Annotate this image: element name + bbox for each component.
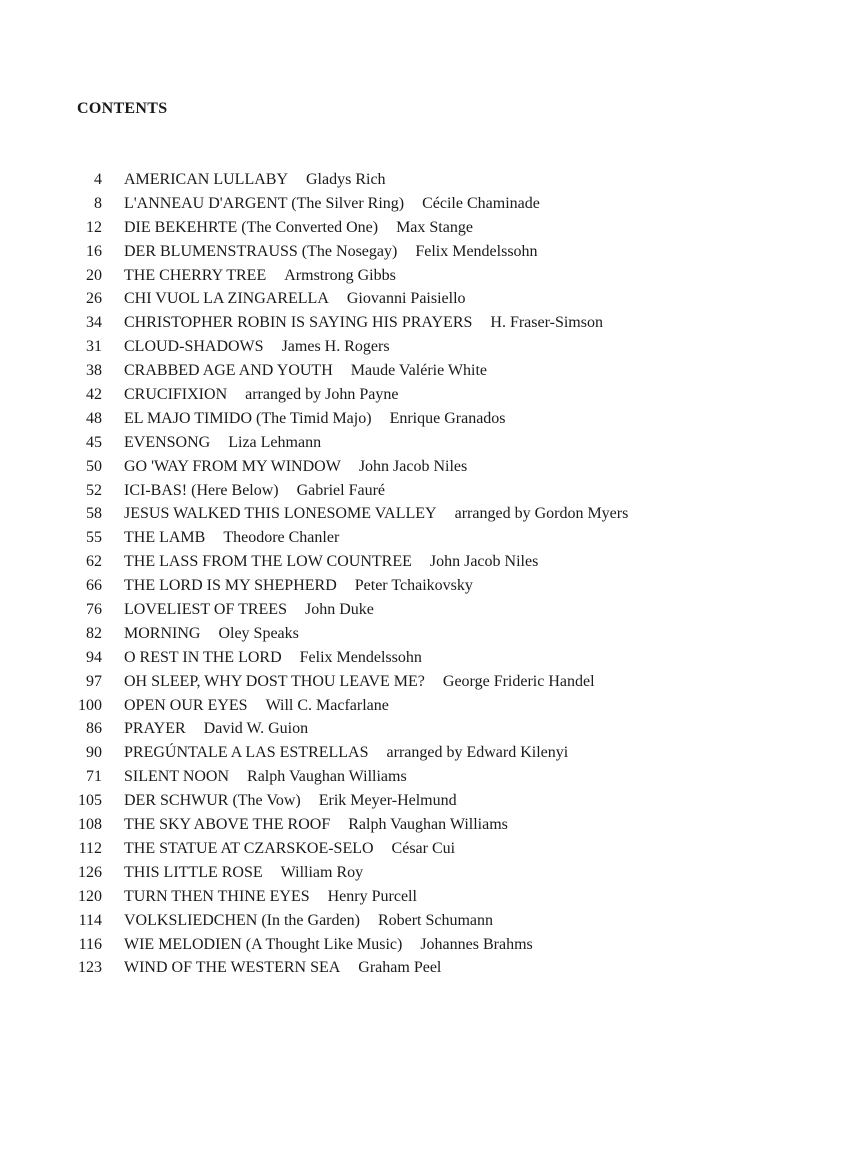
composer-name: Oley Speaks	[218, 624, 299, 642]
composer-name: John Jacob Niles	[429, 553, 539, 571]
entry-text	[124, 502, 628, 526]
song-title: AMERICAN LULLABY	[124, 171, 288, 188]
entry-text	[124, 765, 407, 789]
entry-text	[124, 240, 538, 264]
entry-text	[124, 789, 457, 813]
composer-name: Erik Meyer-Helmund	[318, 792, 457, 810]
song-title: OH SLEEP, WHY DOST THOU LEAVE ME?	[124, 672, 425, 690]
composer-name: Johannes Brahms	[420, 935, 533, 953]
entry-text	[124, 813, 508, 837]
song-title: THE LAMB	[124, 529, 206, 547]
composer-name: arranged by Edward Kilenyi	[386, 744, 569, 762]
entry-text	[124, 192, 540, 216]
page-number: 50	[86, 457, 102, 475]
page-title: CONTENTS	[77, 100, 168, 117]
entry-text	[124, 837, 455, 861]
page-number: 66	[86, 577, 102, 595]
contents-entry	[0, 789, 864, 813]
song-title: TURN THEN THINE EYES	[124, 887, 310, 905]
song-title: CHRISTOPHER ROBIN IS SAYING HIS PRAYERS	[124, 314, 473, 332]
page-number: 76	[86, 601, 102, 619]
contents-entry	[0, 574, 864, 598]
composer-name: arranged by John Payne	[245, 386, 399, 404]
composer-name: Henry Purcell	[327, 887, 417, 905]
song-title: THE SKY ABOVE THE ROOF	[124, 816, 331, 834]
contents-entry	[0, 909, 864, 933]
page-number: 52	[86, 481, 102, 499]
contents-entry	[0, 502, 864, 526]
page-number: 48	[86, 409, 102, 427]
song-title: DER SCHWUR (The Vow)	[124, 792, 301, 810]
composer-name: Theodore Chanler	[223, 529, 340, 547]
song-title: MORNING	[124, 624, 201, 642]
page-number: 97	[86, 672, 102, 690]
song-title: THE CHERRY TREE	[124, 266, 267, 284]
contents-entry	[0, 216, 864, 240]
page-number: 126	[78, 863, 102, 881]
page-number: 34	[86, 314, 102, 332]
composer-name: John Jacob Niles	[358, 457, 468, 475]
composer-name: Ralph Vaughan Williams	[247, 768, 407, 786]
composer-name: Gabriel Fauré	[296, 481, 386, 499]
page-number: 114	[78, 911, 102, 929]
contents-entry	[0, 670, 864, 694]
entry-text	[124, 956, 441, 980]
page-number: 120	[78, 887, 102, 905]
page-number: 90	[86, 744, 102, 762]
song-title: CLOUD-SHADOWS	[124, 338, 264, 356]
entry-text	[124, 550, 538, 574]
composer-name: H. Fraser-Simson	[490, 314, 603, 332]
entry-text	[124, 933, 533, 957]
song-title: CRUCIFIXION	[124, 386, 228, 404]
entry-text	[124, 622, 299, 646]
page-number: 105	[78, 792, 102, 810]
contents-list	[0, 168, 864, 980]
composer-name: Felix Mendelssohn	[415, 242, 538, 260]
entry-text	[124, 694, 389, 718]
composer-name: arranged by Gordon Myers	[454, 505, 629, 523]
entry-text	[124, 431, 321, 455]
composer-name: Armstrong Gibbs	[284, 266, 396, 284]
page-number: 71	[86, 768, 102, 786]
contents-entry	[0, 622, 864, 646]
song-title: WIE MELODIEN (A Thought Like Music)	[124, 935, 403, 953]
song-title: LOVELIEST OF TREES	[124, 601, 287, 619]
entry-text	[124, 479, 385, 503]
contents-entry	[0, 598, 864, 622]
song-title: SILENT NOON	[124, 768, 230, 786]
contents-entry	[0, 431, 864, 455]
composer-name: David W. Guion	[203, 720, 309, 738]
composer-name: Ralph Vaughan Williams	[348, 816, 508, 834]
entry-text	[124, 574, 473, 598]
song-title: EL MAJO TIMIDO (The Timid Majo)	[124, 409, 372, 427]
contents-entry	[0, 956, 864, 980]
contents-entry	[0, 837, 864, 861]
song-title: O REST IN THE LORD	[124, 648, 282, 666]
entry-text	[124, 526, 339, 550]
song-title: THE LASS FROM THE LOW COUNTREE	[124, 553, 412, 571]
song-title: CHI VUOL LA ZINGARELLA	[124, 290, 329, 308]
contents-entry	[0, 383, 864, 407]
contents-entry	[0, 526, 864, 550]
page-number: 38	[86, 362, 102, 380]
entry-text	[124, 287, 466, 311]
entry-text	[124, 216, 473, 240]
contents-entry	[0, 192, 864, 216]
contents-entry	[0, 240, 864, 264]
contents-entry	[0, 550, 864, 574]
composer-name: Giovanni Paisiello	[346, 290, 466, 308]
song-title: PREGÚNTALE A LAS ESTRELLAS	[124, 744, 369, 762]
composer-name: William Roy	[280, 863, 364, 881]
page-number: 112	[78, 839, 102, 857]
entry-text	[124, 311, 603, 335]
page-number: 20	[86, 266, 102, 284]
contents-entry	[0, 335, 864, 359]
page-number: 31	[86, 338, 102, 356]
page-number: 42	[86, 386, 102, 404]
composer-name: Robert Schumann	[377, 911, 494, 929]
song-title: EVENSONG	[124, 433, 211, 451]
composer-name: Max Stange	[396, 218, 473, 236]
song-title: DER BLUMENSTRAUSS (The Nosegay)	[124, 242, 398, 260]
entry-text	[124, 909, 493, 933]
song-title: PRAYER	[124, 720, 186, 738]
entry-text	[124, 168, 386, 192]
contents-entry	[0, 455, 864, 479]
song-title: WIND OF THE WESTERN SEA	[124, 959, 341, 977]
entry-text	[124, 264, 396, 288]
page-number: 82	[86, 624, 102, 642]
page-number: 116	[78, 935, 102, 953]
song-title: THE LORD IS MY SHEPHERD	[124, 577, 337, 595]
song-title: OPEN OUR EYES	[124, 696, 248, 714]
page-number: 123	[78, 959, 102, 977]
page-number: 4	[94, 171, 102, 188]
entry-text	[124, 407, 506, 431]
entry-text	[124, 646, 422, 670]
composer-name: George Frideric Handel	[442, 672, 595, 690]
composer-name: Maude Valérie White	[350, 362, 487, 380]
composer-name: Enrique Granados	[389, 409, 506, 427]
contents-entry	[0, 933, 864, 957]
entry-text	[124, 455, 467, 479]
contents-entry	[0, 717, 864, 741]
song-title: THE STATUE AT CZARSKOE-SELO	[124, 839, 374, 857]
page-number: 86	[86, 720, 102, 738]
composer-name: Peter Tchaikovsky	[354, 577, 473, 595]
contents-entry	[0, 407, 864, 431]
page-number: 62	[86, 553, 102, 571]
composer-name: Graham Peel	[358, 959, 442, 977]
contents-entry	[0, 646, 864, 670]
entry-text	[124, 383, 398, 407]
entry-text	[124, 670, 595, 694]
contents-entry	[0, 741, 864, 765]
song-title: VOLKSLIEDCHEN (In the Garden)	[124, 911, 360, 929]
contents-entry	[0, 885, 864, 909]
contents-entry	[0, 813, 864, 837]
contents-entry	[0, 168, 864, 192]
composer-name: Gladys Rich	[306, 171, 386, 188]
entry-text	[124, 885, 417, 909]
composer-name: Cécile Chaminade	[422, 194, 540, 212]
song-title: JESUS WALKED THIS LONESOME VALLEY	[124, 505, 437, 523]
page-number: 58	[86, 505, 102, 523]
page-number: 45	[86, 433, 102, 451]
song-title: ICI-BAS! (Here Below)	[124, 481, 279, 499]
contents-entry	[0, 359, 864, 383]
song-title: GO 'WAY FROM MY WINDOW	[124, 457, 341, 475]
contents-entry	[0, 264, 864, 288]
composer-name: César Cui	[391, 839, 456, 857]
composer-name: John Duke	[304, 601, 374, 619]
page-number: 16	[86, 242, 102, 260]
page-number: 94	[86, 648, 102, 666]
composer-name: James H. Rogers	[281, 338, 390, 356]
page-number: 8	[94, 194, 102, 212]
contents-entry	[0, 479, 864, 503]
page-number: 100	[78, 696, 102, 714]
composer-name: Felix Mendelssohn	[299, 648, 422, 666]
entry-text	[124, 359, 487, 383]
song-title: L'ANNEAU D'ARGENT (The Silver Ring)	[124, 194, 405, 212]
song-title: DIE BEKEHRTE (The Converted One)	[124, 218, 379, 236]
contents-entry	[0, 287, 864, 311]
composer-name: Will C. Macfarlane	[265, 696, 389, 714]
page-number: 12	[86, 218, 102, 236]
page-number: 55	[86, 529, 102, 547]
contents-entry	[0, 765, 864, 789]
song-title: THIS LITTLE ROSE	[124, 863, 263, 881]
contents-entry	[0, 861, 864, 885]
entry-text	[124, 335, 390, 359]
contents-entry	[0, 694, 864, 718]
entry-text	[124, 717, 308, 741]
entry-text	[124, 861, 363, 885]
entry-text	[124, 741, 568, 765]
song-title: CRABBED AGE AND YOUTH	[124, 362, 333, 380]
page-number: 108	[78, 816, 102, 834]
composer-name: Liza Lehmann	[228, 433, 322, 451]
page-number: 26	[86, 290, 102, 308]
contents-entry	[0, 311, 864, 335]
entry-text	[124, 598, 374, 622]
